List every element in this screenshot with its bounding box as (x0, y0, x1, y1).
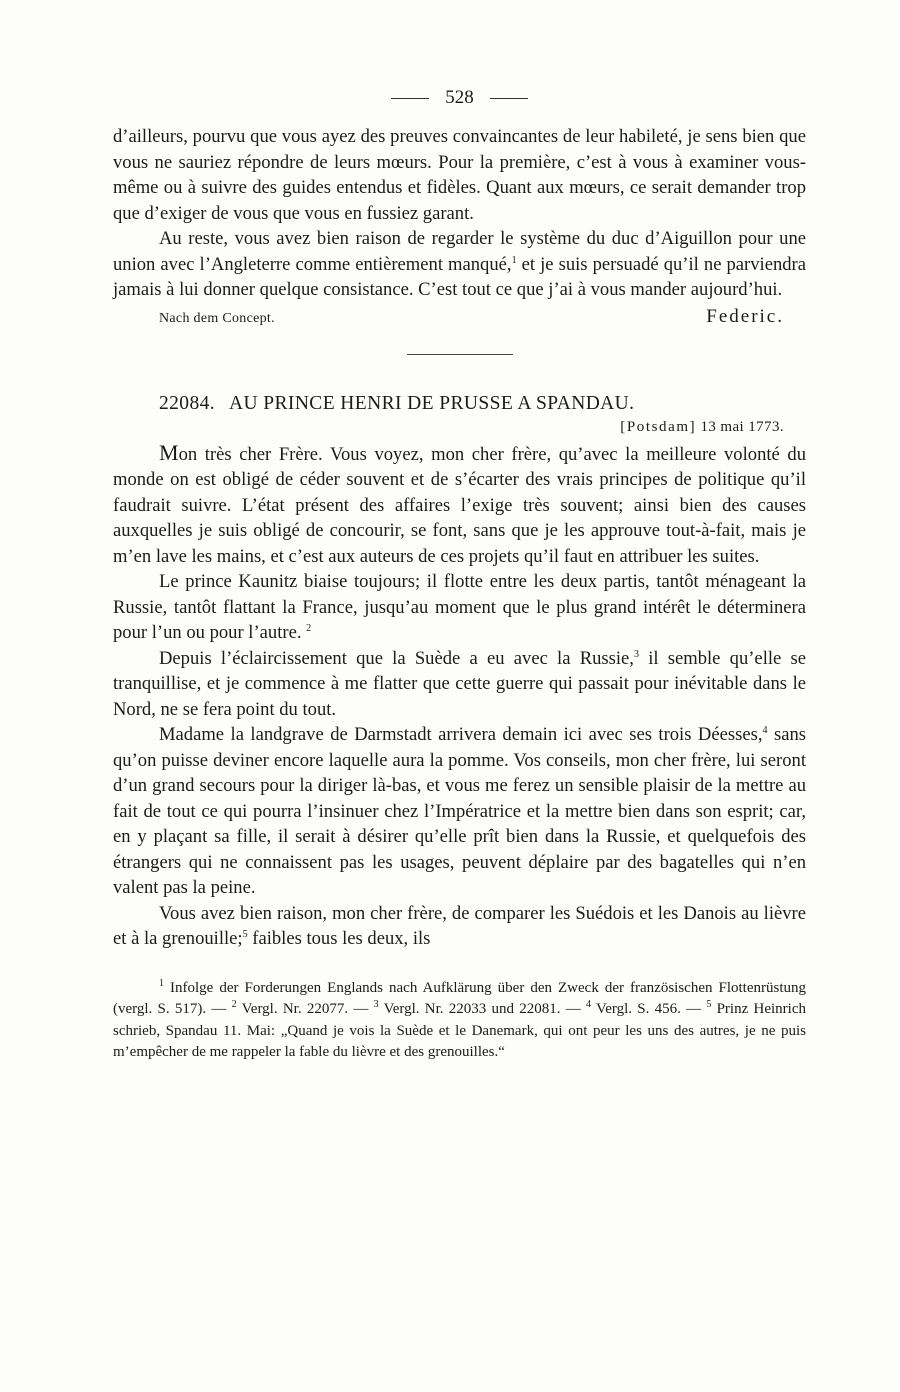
letter-paragraph-4-text-b: sans qu’on puisse deviner encore laquelle aura la pomme. Vos conseils, mon cher frère, lui seront d’un grand secours pour la diriger là-bas, et vous me ferez un sensible plaisir de la mettre au fait de tout ce qui pourra l’insinuer chez l’Impératrice et la mettre bien dans son esprit; car, en y plaçant sa fille, il serait à désirer qu’elle prît bien dans la Russie, et quelquefois des étrangers qui ne connaissent pas les usages, peuvent déplaire par des bagatelles qui n’en valent pas la peine. (113, 724, 806, 898)
page-header (113, 84, 806, 124)
letter-paragraph-3-text-a: Depuis l’éclaircissement que la Suède a eu avec la Russie, (159, 647, 634, 669)
letter-paragraph-1 (113, 440, 806, 570)
letter-paragraph-3-text-b: il semble qu’elle se tranquillise, et je commence à me flatter que cette guerre qui passait pour inévitable dans le Nord, ne se fera point du tout. (113, 647, 806, 720)
section-divider (407, 354, 513, 355)
footnote-mark: 4 (762, 724, 768, 736)
footnote-mark: 5 (242, 928, 248, 940)
letter-paragraph-5 (113, 901, 806, 952)
footnote-mark: 1 (511, 254, 517, 266)
footnote-mark: 3 (633, 648, 639, 660)
footnote-mark: 2 (231, 999, 237, 1010)
footnote-4: Vergl. S. 456. — (596, 1001, 702, 1017)
continuation-paragraph-1: d’ailleurs, pourvu que vous ayez des preuves convaincantes de leur habileté, je sens bien que vous ne sauriez répondre de leurs mœurs. Pour la première, c’est à vous à examiner vous-même ou à suivre des guides entendus et fidèles. Quant aux mœurs, ce serait demander trop que d’exiger de vous que vous en fussiez garant. (113, 126, 806, 224)
letter-place: [Potsdam] (620, 418, 697, 435)
signature-block (113, 306, 806, 328)
letter-paragraph-3 (113, 646, 806, 723)
footnote-5: Prinz Heinrich schrieb, Spandau 11. Mai: „Quand je vois la Suède et le Danemark, qui ont peur les uns des autres, je ne puis m’empêcher de me rappeler la fable du lièvre et des grenouilles.“ (113, 1001, 806, 1060)
footnote-mark: 3 (373, 999, 379, 1010)
footnote-block (113, 978, 806, 1064)
document-page (113, 84, 806, 1064)
letter-paragraph-4-text-a: Madame la landgrave de Darmstadt arrivera demain ici avec ses trois Déesses, (159, 724, 763, 745)
letter-paragraph-5-text-b: faibles tous les deux, ils (252, 928, 431, 949)
letter-paragraph-4 (113, 722, 806, 901)
page-number: 528 (445, 87, 474, 108)
letter-heading (113, 393, 806, 415)
footnote-mark: 1 (159, 977, 164, 989)
letter-title: AU PRINCE HENRI DE PRUSSE A SPANDAU. (229, 392, 635, 414)
continuation-text-a: Au reste, vous avez bien raison de regarder le système du duc d’Aiguillon pour une union avec l’Angleterre comme entièrement manqué, (113, 228, 806, 275)
footnote-3: Vergl. Nr. 22033 und 22081. — (383, 1001, 581, 1017)
letter-dateline (113, 419, 806, 436)
letter-number: 22084. (159, 392, 216, 414)
source-note: Nach dem Concept. (159, 310, 275, 326)
signature: Federic. (706, 305, 784, 327)
letter-paragraph-1-text: on très cher Frère. Vous voyez, mon cher frère, qu’avec la meilleure volonté du monde on est obligé de céder souvent et de s’écarter des vrais principes de politique qu’il faudrait suivre. L’état présent des affaires l’exige très souvent; ainsi bien des causes auxquelles je suis obligé de concourir, se font, sans que je les approuve tout-à-fait, mais je m’en lave les mains, et c’est aux auteurs de ces projets qu’il faut en attribuer les suites. (113, 443, 806, 567)
letter-paragraph-2 (113, 569, 806, 646)
header-rule-right (490, 98, 528, 99)
letter-paragraph-2-text: Le prince Kaunitz biaise toujours; il flotte entre les deux partis, tantôt ménageant la Russie, tantôt flattant la France, jusqu’au moment que le plus grand intérêt le déterminera pour l’un ou pour l’autre. (113, 571, 806, 643)
letter-paragraph-5-text-a: Vous avez bien raison, mon cher frère, de comparer les Suédois et les Danois au lièvre et à la grenouille; (113, 902, 806, 949)
footnote-2: Vergl. Nr. 22077. — (241, 1001, 369, 1017)
letter-date: 13 mai 1773. (700, 418, 784, 435)
footnote-mark: 2 (306, 622, 312, 634)
drop-initial: M (159, 439, 179, 465)
footnote-mark: 4 (586, 999, 592, 1010)
continuation-text-b: et je suis persuadé qu’il ne parviendra jamais à lui donner quelque consistance. C’est tout ce que j’ai à vous mander aujourd’hui. (113, 253, 806, 300)
footnotes (113, 978, 806, 1064)
header-rule-left (391, 98, 429, 99)
footnote-1: Infolge der Forderungen Englands nach Aufklärung über den Zweck der französischen Flottenrüstung (vergl. S. 517). — (113, 979, 806, 1017)
continuation-paragraph-2 (113, 226, 806, 303)
footnote-mark: 5 (706, 999, 712, 1010)
